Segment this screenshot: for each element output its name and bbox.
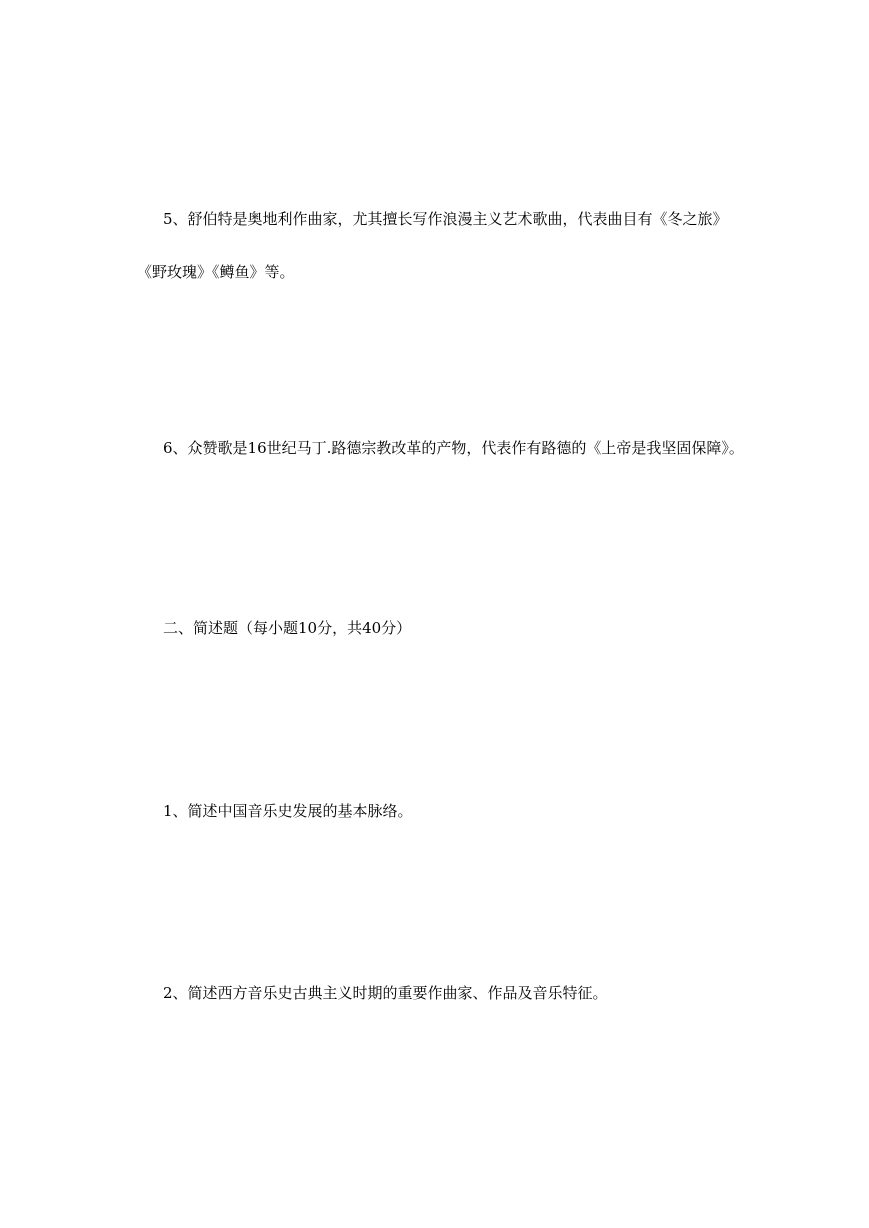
- paragraph-schubert-line-1: 5、舒伯特是奥地利作曲家，尤其擅长写作浪漫主义艺术歌曲，代表曲目有《冬之旅》: [163, 210, 728, 228]
- paragraph-chorale: 6、众赞歌是16世纪马丁.路德宗教改革的产物，代表作有路德的《上帝是我坚固保障》。: [163, 439, 744, 457]
- question-1: 1、简述中国音乐史发展的基本脉络。: [163, 802, 413, 820]
- question-2: 2、简述西方音乐史古典主义时期的重要作曲家、作品及音乐特征。: [163, 984, 608, 1002]
- paragraph-schubert-line-2: 《野玫瑰》《鳟鱼》等。: [137, 263, 295, 281]
- section-heading-short-answer: 二、简述题（每小题10分，共40分）: [163, 619, 412, 637]
